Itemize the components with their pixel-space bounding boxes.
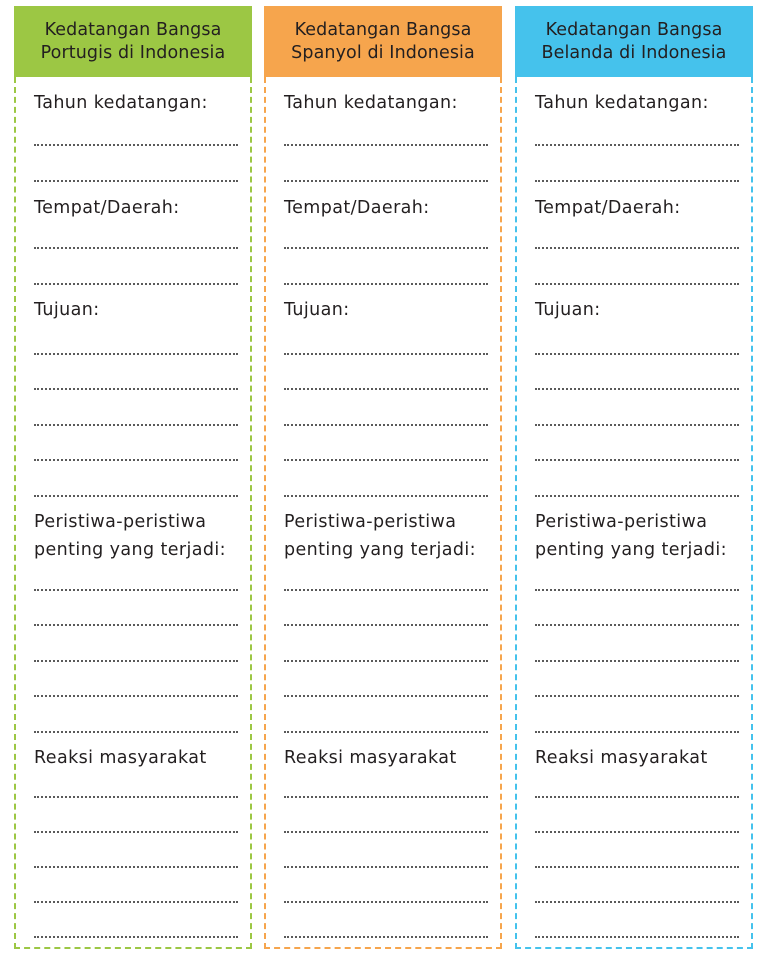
fill-line[interactable] — [34, 660, 238, 662]
fill-line[interactable] — [34, 731, 238, 733]
label-purpose: Tujuan: — [284, 300, 350, 320]
column-spanyol — [264, 6, 502, 949]
fill-line[interactable] — [535, 796, 739, 798]
fill-line[interactable] — [34, 936, 238, 938]
column-title-line-1: Kedatangan Bangsa — [44, 19, 222, 40]
fill-line[interactable] — [535, 624, 739, 626]
column-title — [541, 19, 726, 65]
fill-line[interactable] — [535, 283, 739, 285]
fill-line[interactable] — [34, 796, 238, 798]
fill-line[interactable] — [284, 731, 488, 733]
fill-line[interactable] — [284, 936, 488, 938]
fill-line[interactable] — [34, 424, 238, 426]
fill-line[interactable] — [535, 424, 739, 426]
label-year: Tahun kedatangan: — [284, 93, 458, 113]
label-reaction: Reaksi masyarakat — [34, 748, 207, 768]
fill-line[interactable] — [535, 660, 739, 662]
fill-line[interactable] — [34, 495, 238, 497]
fill-line[interactable] — [284, 660, 488, 662]
fill-line[interactable] — [535, 901, 739, 903]
fill-line[interactable] — [284, 283, 488, 285]
column-body — [14, 77, 252, 949]
fill-line[interactable] — [284, 589, 488, 591]
fill-line[interactable] — [284, 459, 488, 461]
label-reaction: Reaksi masyarakat — [284, 748, 457, 768]
label-events-line-2: penting yang terjadi: — [535, 540, 727, 560]
label-year: Tahun kedatangan: — [535, 93, 709, 113]
column-title-line-1: Kedatangan Bangsa — [294, 19, 472, 40]
column-body — [515, 77, 753, 949]
fill-line[interactable] — [284, 796, 488, 798]
label-year: Tahun kedatangan: — [34, 93, 208, 113]
fill-line[interactable] — [34, 353, 238, 355]
fill-line[interactable] — [34, 624, 238, 626]
label-place: Tempat/Daerah: — [535, 198, 681, 218]
fill-line[interactable] — [284, 353, 488, 355]
fill-line[interactable] — [535, 936, 739, 938]
label-place: Tempat/Daerah: — [34, 198, 180, 218]
fill-line[interactable] — [535, 247, 739, 249]
column-header — [515, 6, 753, 77]
column-title — [291, 19, 475, 65]
fill-line[interactable] — [34, 180, 238, 182]
column-portugis — [14, 6, 252, 949]
label-purpose: Tujuan: — [34, 300, 100, 320]
fill-line[interactable] — [34, 388, 238, 390]
fill-line[interactable] — [284, 247, 488, 249]
column-title-line-2: Portugis di Indonesia — [40, 42, 226, 63]
fill-line[interactable] — [535, 731, 739, 733]
fill-line[interactable] — [34, 866, 238, 868]
fill-line[interactable] — [535, 495, 739, 497]
fill-line[interactable] — [535, 589, 739, 591]
column-belanda — [515, 6, 753, 949]
label-place: Tempat/Daerah: — [284, 198, 430, 218]
fill-line[interactable] — [284, 388, 488, 390]
label-events-line-1: Peristiwa-peristiwa — [535, 512, 708, 532]
fill-line[interactable] — [34, 247, 238, 249]
column-body — [264, 77, 502, 949]
fill-line[interactable] — [535, 353, 739, 355]
fill-line[interactable] — [535, 866, 739, 868]
column-title-line-1: Kedatangan Bangsa — [545, 19, 723, 40]
fill-line[interactable] — [34, 901, 238, 903]
fill-line[interactable] — [284, 624, 488, 626]
fill-line[interactable] — [284, 866, 488, 868]
fill-line[interactable] — [34, 283, 238, 285]
fill-line[interactable] — [535, 180, 739, 182]
fill-line[interactable] — [284, 180, 488, 182]
label-reaction: Reaksi masyarakat — [535, 748, 708, 768]
label-events-line-1: Peristiwa-peristiwa — [284, 512, 457, 532]
label-purpose: Tujuan: — [535, 300, 601, 320]
fill-line[interactable] — [284, 144, 488, 146]
column-header — [264, 6, 502, 77]
fill-line[interactable] — [284, 495, 488, 497]
fill-line[interactable] — [34, 695, 238, 697]
label-events-line-2: penting yang terjadi: — [34, 540, 226, 560]
label-events-line-2: penting yang terjadi: — [284, 540, 476, 560]
column-title-line-2: Spanyol di Indonesia — [291, 42, 475, 63]
fill-line[interactable] — [284, 901, 488, 903]
fill-line[interactable] — [535, 459, 739, 461]
fill-line[interactable] — [34, 459, 238, 461]
fill-line[interactable] — [284, 695, 488, 697]
label-events-line-1: Peristiwa-peristiwa — [34, 512, 207, 532]
fill-line[interactable] — [34, 589, 238, 591]
fill-line[interactable] — [34, 831, 238, 833]
fill-line[interactable] — [535, 831, 739, 833]
fill-line[interactable] — [535, 388, 739, 390]
fill-line[interactable] — [535, 695, 739, 697]
fill-line[interactable] — [535, 144, 739, 146]
fill-line[interactable] — [284, 831, 488, 833]
column-header — [14, 6, 252, 77]
column-title-line-2: Belanda di Indonesia — [541, 42, 727, 63]
fill-line[interactable] — [284, 424, 488, 426]
fill-line[interactable] — [34, 144, 238, 146]
column-title — [41, 19, 226, 65]
